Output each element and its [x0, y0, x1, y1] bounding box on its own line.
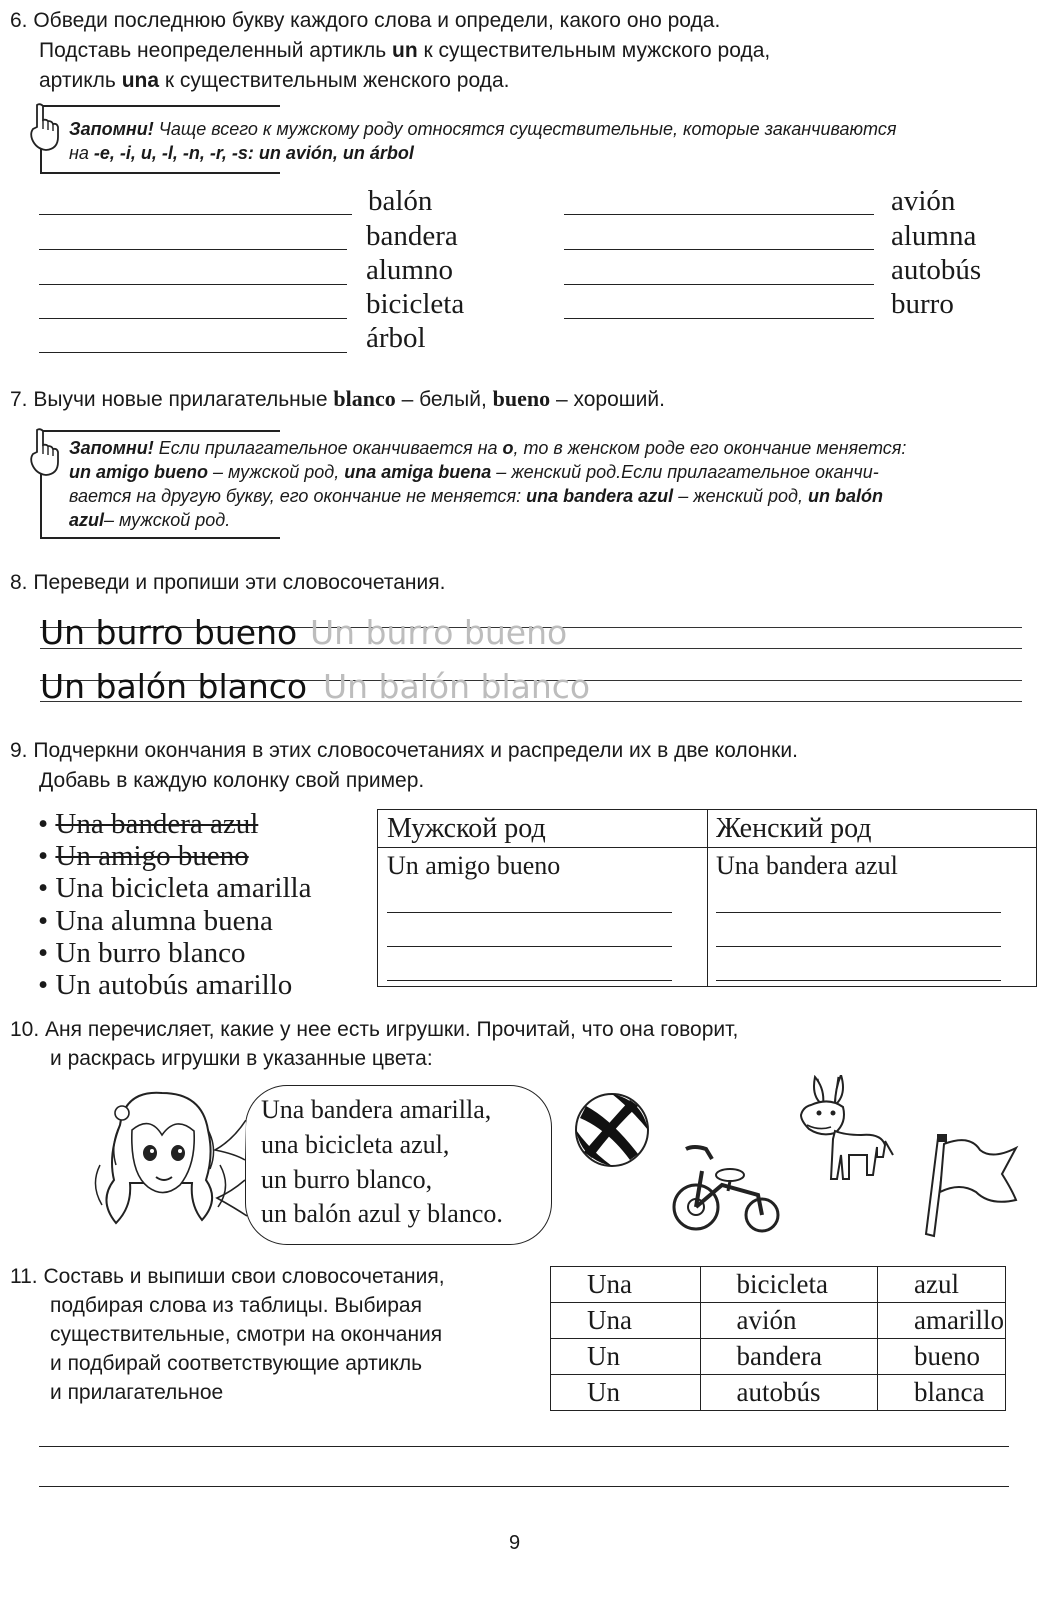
article-blank[interactable] [39, 284, 347, 285]
handwriting-trace[interactable]: Un burro bueno [310, 613, 568, 652]
article-blank[interactable] [564, 284, 874, 285]
noun-word: alumno [366, 254, 453, 286]
speech-line: un balón azul y blanco. [261, 1199, 503, 1228]
task11-line5: и прилагательное [50, 1381, 224, 1404]
table-cell: azul [878, 1267, 1006, 1303]
donkey-icon[interactable] [795, 1075, 895, 1185]
task8-title: 8. Переведи и пропиши эти словосочетания. [10, 571, 446, 594]
table-cell: avión [700, 1303, 877, 1339]
phrase-item: • Una bicicleta amarilla [38, 872, 312, 904]
task7-note-line1: Запомни! Если прилагательное оканчивается на o, то в женском роде его окончание меняется: [69, 438, 907, 458]
phrase-item: • Una alumna buena [38, 905, 273, 937]
handwriting-trace[interactable]: Un balón blanco [323, 667, 591, 706]
task7-line: 7. Выучи новые прилагательные blanco – белый, bueno – хороший. [10, 386, 665, 411]
phrase-item: • Una bandera azul [38, 808, 259, 840]
noun-word: autobús [891, 254, 982, 286]
article-blank[interactable] [564, 318, 874, 319]
task11-line3: существительные, смотри на окончания [50, 1323, 443, 1346]
table-cell: autobús [700, 1375, 877, 1411]
task7-note-line3: вается на другую букву, его окончание не меняется: una bandera azul – женский род, un balón [69, 486, 883, 506]
handwriting-sample: Un burro bueno [40, 613, 298, 652]
table-cell: bicicleta [700, 1267, 877, 1303]
table-cell: Un [551, 1375, 701, 1411]
task6-line1: 6. Обведи последнюю букву каждого слова и определи, какого оно рода. [10, 9, 721, 32]
task6-line2: Подставь неопределенный артикль un к существительным мужского рода, [39, 39, 771, 62]
article-blank[interactable] [39, 249, 347, 250]
noun-word: árbol [366, 322, 426, 354]
task9-line2: Добавь в каждую колонку свой пример. [39, 769, 425, 792]
pointing-hand-icon [28, 428, 62, 478]
answer-blank[interactable] [387, 912, 672, 913]
page-number: 9 [509, 1532, 521, 1554]
table-cell: Una [551, 1267, 701, 1303]
word-table [550, 1266, 1006, 1411]
masculine-example: Un amigo bueno [387, 851, 561, 880]
article-blank[interactable] [39, 214, 352, 215]
flag-icon[interactable] [920, 1130, 1020, 1240]
speech-line: Una bandera amarilla, [261, 1095, 492, 1124]
phrase-item: • Un autobús amarillo [38, 969, 293, 1001]
gender-table [377, 809, 1037, 987]
feminine-example: Una bandera azul [716, 851, 898, 880]
noun-word: alumna [891, 220, 977, 252]
task10-line2: и раскрась игрушки в указанные цвета: [50, 1047, 433, 1070]
answer-blank[interactable] [39, 1446, 1009, 1447]
noun-word: burro [891, 288, 954, 320]
task7-note-line2: un amigo bueno – мужской род, una amiga buena – женский род.Если прилагательное оканчи- [69, 462, 879, 482]
speech-bubble-tail [213, 1120, 253, 1220]
task11-line2: подбирая слова из таблицы. Выбирая [50, 1294, 422, 1317]
task9-line1: 9. Подчеркни окончания в этих словосочетаниях и распредели их в две колонки. [10, 739, 798, 762]
article-blank[interactable] [39, 318, 347, 319]
table-cell: bueno [878, 1339, 1006, 1375]
task11-line4: и подбирай соответствующие артикль [50, 1352, 423, 1375]
tricycle-icon[interactable] [672, 1135, 782, 1237]
answer-blank[interactable] [716, 980, 1001, 981]
article-blank[interactable] [564, 214, 874, 215]
table-cell: Una [551, 1303, 701, 1339]
noun-word: avión [891, 185, 956, 217]
answer-blank[interactable] [716, 946, 1001, 947]
table-cell: blanca [878, 1375, 1006, 1411]
task6-note-line1: Запомни! Чаще всего к мужскому роду относятся существительные, которые заканчиваются [69, 119, 897, 139]
answer-blank[interactable] [387, 946, 672, 947]
noun-word: bicicleta [366, 288, 465, 320]
article-blank[interactable] [564, 249, 874, 250]
task10-line1: 10. Аня перечисляет, какие у нее есть игрушки. Прочитай, что она говорит, [10, 1018, 739, 1041]
handwriting-sample: Un balón blanco [40, 667, 308, 706]
answer-blank[interactable] [387, 980, 672, 981]
noun-word: balón [368, 185, 433, 217]
answer-blank[interactable] [39, 1486, 1009, 1487]
task11-line1: 11. Составь и выпиши свои словосочетания, [10, 1265, 445, 1288]
noun-word: bandera [366, 220, 458, 252]
task6-note-line2: на -e, -i, u, -l, -n, -r, -s: un avión, un árbol [69, 143, 414, 163]
article-blank[interactable] [39, 352, 347, 353]
table-cell: Un [551, 1339, 701, 1375]
column-header-masculine: Мужской род [387, 813, 546, 844]
pointing-hand-icon [28, 103, 62, 153]
task7-note-line4: azul– мужской род. [69, 510, 231, 530]
answer-blank[interactable] [716, 912, 1001, 913]
column-header-feminine: Женский род [716, 813, 872, 844]
speech-line: una bicicleta azul, [261, 1130, 450, 1159]
task6-line3: артикль una к существительным женского рода. [39, 69, 510, 92]
phrase-item: • Un amigo bueno [38, 840, 249, 872]
phrase-item: • Un burro blanco [38, 937, 246, 969]
speech-line: un burro blanco, [261, 1165, 433, 1194]
table-cell: bandera [700, 1339, 877, 1375]
table-cell: amarillo [878, 1303, 1006, 1339]
ball-icon[interactable] [572, 1090, 652, 1170]
